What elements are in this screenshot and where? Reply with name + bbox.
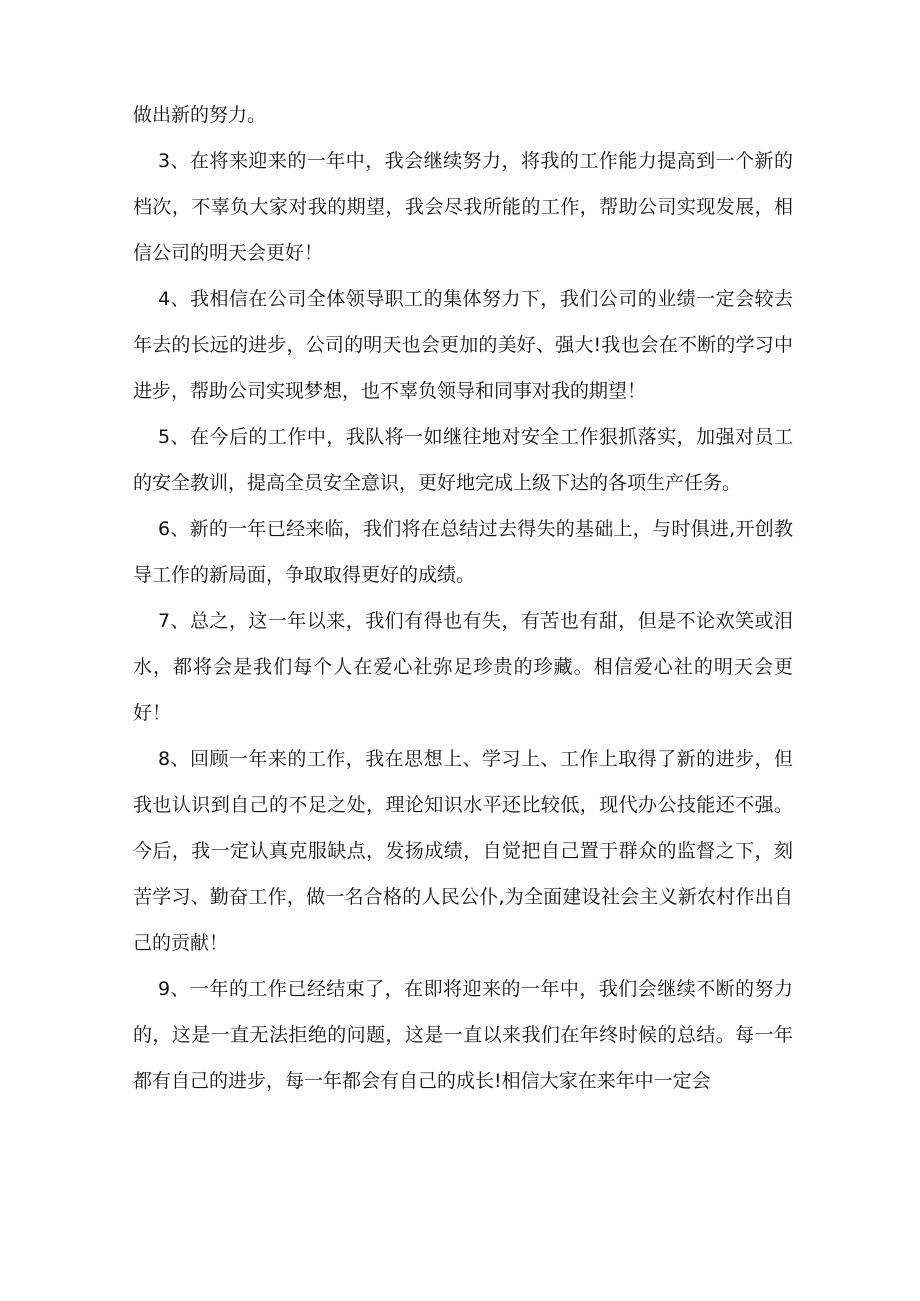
paragraph-continuation: 做出新的努力。 xyxy=(133,104,267,126)
paragraph-9: 9、一年的工作已经结束了，在即将迎来的一年中，我们会继续不断的努力的，这是一直无法拒绝的问题，这是一直以来我们在年终时候的总结。每一年都有自己的进步，每一年都会有自己的成长!相信大家在来年中一定会 xyxy=(133,978,793,1092)
paragraph-7: 7、总之，这一年以来，我们有得也有失，有苦也有甜，但是不论欢笑或泪水，都将会是我们每个人在爱心社弥足珍贵的珍藏。相信爱心社的明天会更好！ xyxy=(133,610,793,724)
document-body xyxy=(133,92,793,1104)
paragraph-3: 3、在将来迎来的一年中，我会继续努力，将我的工作能力提高到一个新的档次，不辜负大家对我的期望，我会尽我所能的工作，帮助公司实现发展，相信公司的明天会更好！ xyxy=(133,150,793,264)
paragraph-8: 8、回顾一年来的工作，我在思想上、学习上、工作上取得了新的进步，但我也认识到自己的不足之处，理论知识水平还比较低，现代办公技能还不强。今后，我一定认真克服缺点，发扬成绩，自觉把自己置于群众的监督之下，刻苦学习、勤奋工作，做一名合格的人民公仆,为全面建设社会主义新农村作出自己的贡献！ xyxy=(133,748,793,954)
paragraph-6: 6、新的一年已经来临，我们将在总结过去得失的基础上，与时俱进,开创教导工作的新局面，争取取得更好的成绩。 xyxy=(133,518,793,586)
paragraph-5: 5、在今后的工作中，我队将一如继往地对安全工作狠抓落实，加强对员工的安全教训，提高全员安全意识，更好地完成上级下达的各项生产任务。 xyxy=(133,426,793,494)
paragraph-4: 4、我相信在公司全体领导职工的集体努力下，我们公司的业绩一定会较去年去的长远的进步，公司的明天也会更加的美好、强大!我也会在不断的学习中进步，帮助公司实现梦想，也不辜负领导和同事对我的期望！ xyxy=(133,288,793,402)
